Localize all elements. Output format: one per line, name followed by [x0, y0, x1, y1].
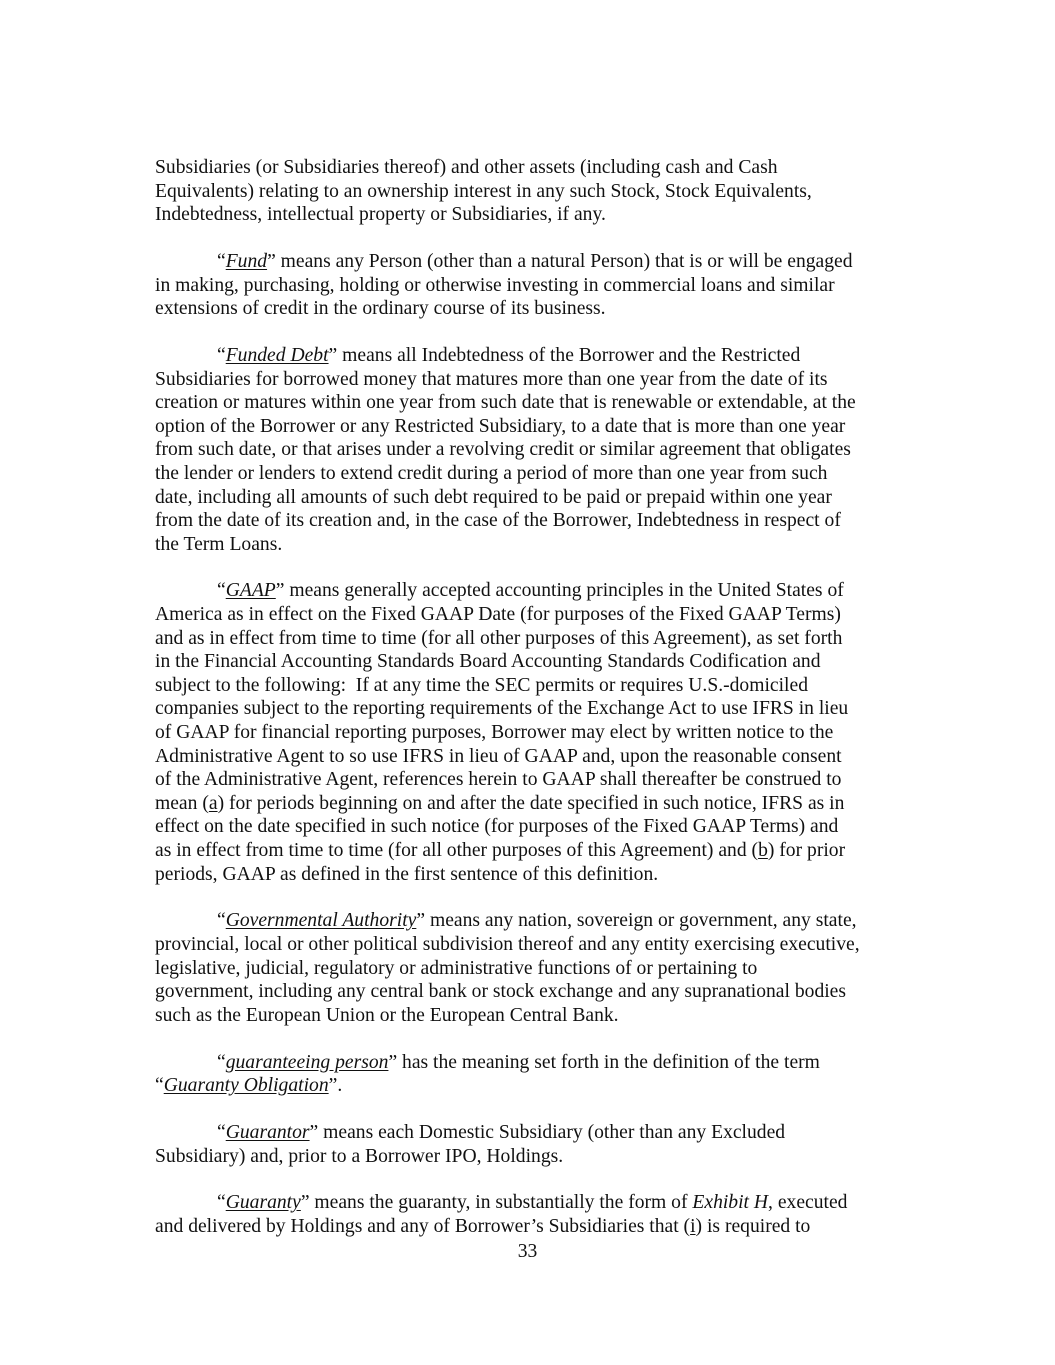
text-span: and delivered by Holdings and any of Borrower’s Subsidiaries that ( — [155, 1215, 691, 1237]
defined-term: Funded Debt — [225, 344, 329, 366]
exhibit-reference: Exhibit H — [692, 1192, 769, 1214]
definition-guarantor — [155, 1121, 915, 1168]
text-line: subject to the following: If at any time the SEC permits or requires U.S.-domiciled — [155, 674, 808, 696]
definition-guaranty — [155, 1191, 915, 1238]
text-span: ”. — [328, 1075, 343, 1097]
definition-first-line: “GAAP” means generally accepted accounting principles in the United States of — [217, 580, 844, 602]
text-span: ” means each Domestic Subsidiary (other than any Excluded — [309, 1121, 786, 1143]
text-line: such as the European Union or the European Central Bank. — [155, 1004, 619, 1026]
definition-funded-debt — [155, 344, 915, 556]
text-line: and as in effect from time to time (for all other purposes of this Agreement), as set forth — [155, 627, 843, 649]
text-line: extensions of credit in the ordinary course of its business. — [155, 298, 606, 320]
text-line: Equivalents) relating to an ownership interest in any such Stock, Stock Equivalents, — [155, 180, 812, 202]
text-line: date, including all amounts of such debt required to be paid or prepaid within one year — [155, 486, 832, 508]
text-line: the Term Loans. — [155, 533, 283, 555]
definition-first-line: “Funded Debt” means all Indebtedness of the Borrower and the Restricted — [217, 344, 801, 366]
text-span: ) is required to — [695, 1215, 811, 1237]
cross-referenced-term: Guaranty Obligation — [163, 1075, 329, 1097]
definition-first-line: “guaranteeing person” has the meaning set forth in the definition of the term — [217, 1051, 820, 1073]
definition-governmental-authority — [155, 909, 915, 1027]
text-line: legislative, judicial, regulatory or administrative functions of or pertaining to — [155, 957, 758, 979]
text-span: , executed — [768, 1192, 848, 1214]
text-line — [155, 792, 915, 816]
definition-guaranteeing-person — [155, 1051, 915, 1098]
text-line: of the Administrative Agent, references herein to GAAP shall thereafter be construed to — [155, 769, 842, 791]
text-span: ” means the guaranty, in substantially the form of — [300, 1192, 693, 1214]
text-line: provincial, local or other political subdivision thereof and any entity exercising executive, — [155, 933, 860, 955]
defined-term: guaranteeing person — [225, 1051, 389, 1073]
definition-first-line: “Fund” means any Person (other than a natural Person) that is or will be engaged — [217, 250, 853, 272]
text-line: from the date of its creation and, in the case of the Borrower, Indebtedness in respect of — [155, 510, 841, 532]
text-line: Subsidiary) and, prior to a Borrower IPO, Holdings. — [155, 1145, 564, 1167]
text-span: ) for periods beginning on and after the date specified in such notice, IFRS as in — [217, 792, 845, 814]
text-line: creation or matures within one year from such date that is renewable or extendable, at the — [155, 392, 856, 414]
text-span: ” means any nation, sovereign or government, any state, — [416, 910, 857, 932]
text-line: Subsidiaries (or Subsidiaries thereof) and other assets (including cash and Cash — [155, 157, 778, 178]
definition-first-line: “Guaranty” means the guaranty, in substantially the form of Exhibit H, executed — [217, 1192, 848, 1214]
text-line: the lender or lenders to extend credit during a period of more than one year from such — [155, 462, 828, 484]
text-line: government, including any central bank or stock exchange and any supranational bodies — [155, 981, 847, 1003]
defined-term: Fund — [225, 250, 268, 272]
definition-first-line: “Guarantor” means each Domestic Subsidiary (other than any Excluded — [217, 1121, 786, 1143]
definition-fund — [155, 250, 915, 321]
text-span: ” has the meaning set forth in the definition of the term — [388, 1051, 820, 1073]
defined-term: Governmental Authority — [225, 910, 417, 932]
text-line: Subsidiaries for borrowed money that matures more than one year from the date of its — [155, 368, 828, 390]
text-span: ) for prior — [767, 840, 846, 861]
text-line: option of the Borrower or any Restricted Subsidiary, to a date that is more than one year — [155, 415, 846, 437]
definition-first-line: “Governmental Authority” means any nation, sovereign or government, any state, — [217, 910, 857, 932]
definition-gaap — [155, 579, 915, 886]
defined-term: Guaranty — [225, 1192, 301, 1214]
clause-marker-a: a — [208, 792, 218, 814]
text-line: periods, GAAP as defined in the first sentence of this definition. — [155, 863, 659, 885]
text-line: effect on the date specified in such notice (for purposes of the Fixed GAAP Terms) and — [155, 816, 839, 838]
text-line — [155, 1215, 915, 1239]
text-line — [155, 839, 915, 863]
text-span: ” means any Person (other than a natural Person) that is or will be engaged — [267, 250, 853, 272]
text-line: in making, purchasing, holding or otherwise investing in commercial loans and similar — [155, 274, 835, 296]
text-line: America as in effect on the Fixed GAAP Date (for purposes of the Fixed GAAP Terms) — [155, 604, 841, 626]
paragraph-continuation — [155, 156, 915, 227]
page-number: 33 — [517, 1241, 538, 1262]
text-line: Indebtedness, intellectual property or Subsidiaries, if any. — [155, 204, 606, 226]
text-line: Administrative Agent to so use IFRS in lieu of GAAP and, upon the reasonable consent — [155, 745, 842, 767]
text-span: mean ( — [155, 792, 209, 814]
defined-term: GAAP — [225, 580, 276, 602]
clause-marker-i: i — [690, 1215, 696, 1237]
text-line: companies subject to the reporting requirements of the Exchange Act to use IFRS in lieu — [155, 698, 849, 720]
text-span: as in effect from time to time (for all other purposes of this Agreement) and ( — [155, 840, 759, 861]
text-span: ” means generally accepted accounting principles in the United States of — [275, 580, 844, 602]
text-line: of GAAP for financial reporting purposes, Borrower may elect by written notice to the — [155, 722, 834, 744]
document-body — [155, 156, 915, 1262]
text-line: in the Financial Accounting Standards Board Accounting Standards Codification and — [155, 651, 821, 673]
defined-term: Guarantor — [225, 1121, 310, 1143]
text-span: ” means all Indebtedness of the Borrower and the Restricted — [328, 344, 801, 366]
text-line: from such date, or that arises under a revolving credit or similar agreement that obligates — [155, 439, 851, 461]
text-line: “Guaranty Obligation”. — [155, 1075, 343, 1097]
clause-marker-b: b — [758, 840, 768, 861]
